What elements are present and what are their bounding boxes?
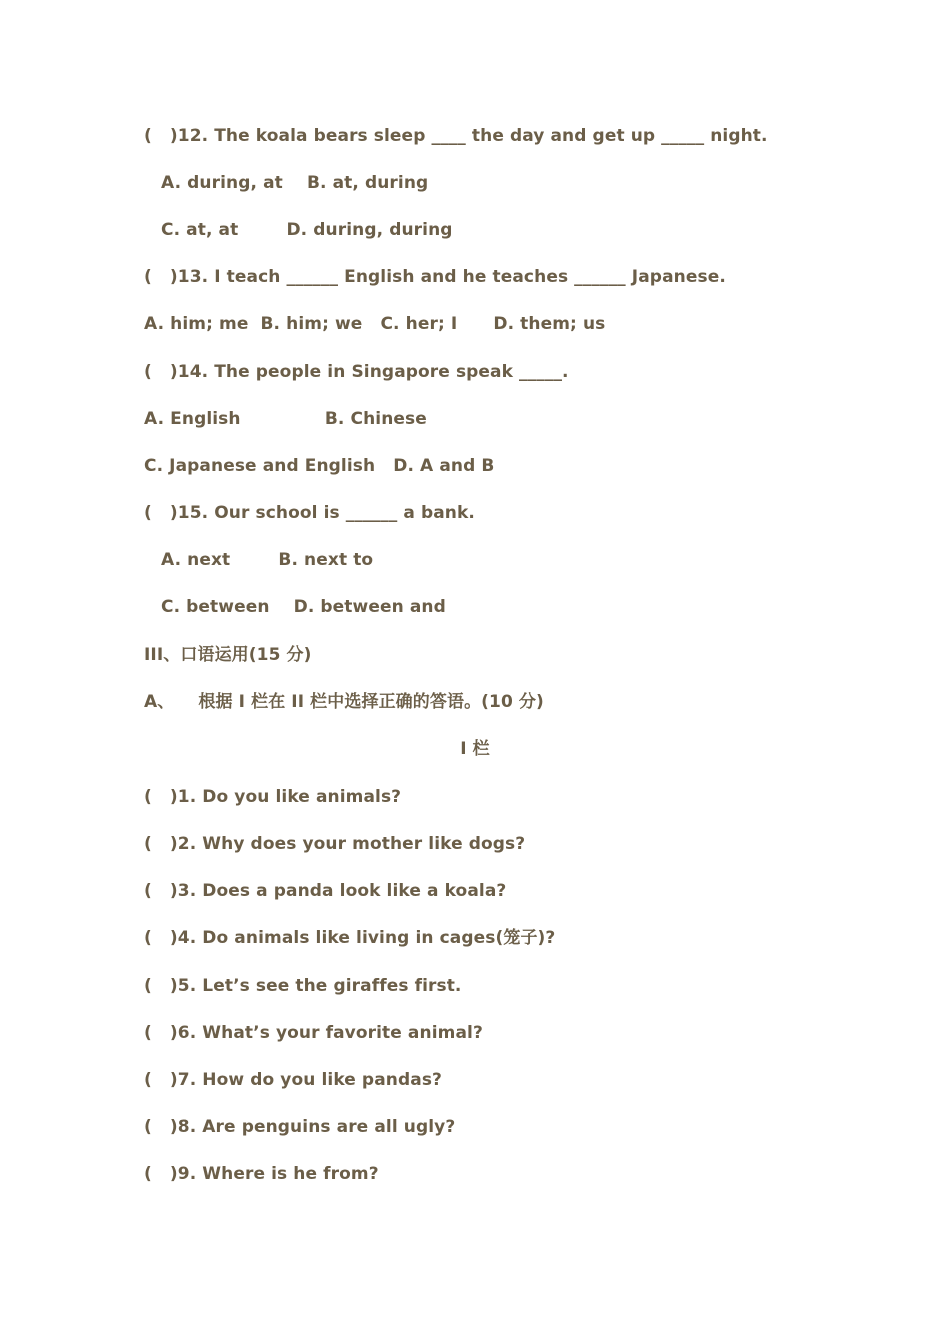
question-12-options-cd: C. at, at D. during, during xyxy=(161,220,453,240)
dialog-question-5: ( )5. Let’s see the giraffes first. xyxy=(144,976,462,996)
question-12-options-ab: A. during, at B. at, during xyxy=(161,173,429,193)
dialog-question-4: ( )4. Do animals like living in cages(笼子)? xyxy=(144,928,556,948)
question-13-stem: ( )13. I teach ______ English and he teaches ______ Japanese. xyxy=(144,267,726,287)
dialog-question-2: ( )2. Why does your mother like dogs? xyxy=(144,834,526,854)
dialog-question-1: ( )1. Do you like animals? xyxy=(144,787,402,807)
dialog-question-3: ( )3. Does a panda look like a koala? xyxy=(144,881,507,901)
column-i-heading: I 栏 xyxy=(460,739,490,759)
dialog-question-7: ( )7. How do you like pandas? xyxy=(144,1070,442,1090)
question-14-options-ab: A. English B. Chinese xyxy=(144,409,427,429)
dialog-question-9: ( )9. Where is he from? xyxy=(144,1164,379,1184)
dialog-question-8: ( )8. Are penguins are all ugly? xyxy=(144,1117,456,1137)
question-14-stem: ( )14. The people in Singapore speak _____. xyxy=(144,362,569,382)
question-15-options-cd: C. between D. between and xyxy=(161,597,446,617)
question-12-stem: ( )12. The koala bears sleep ____ the day and get up _____ night. xyxy=(144,126,768,146)
question-15-stem: ( )15. Our school is ______ a bank. xyxy=(144,503,475,523)
dialog-question-6: ( )6. What’s your favorite animal? xyxy=(144,1023,483,1043)
section-3-title: III、口语运用(15 分) xyxy=(144,645,312,665)
question-13-options: A. him; me B. him; we C. her; I D. them; us xyxy=(144,314,606,334)
question-15-options-ab: A. next B. next to xyxy=(161,550,374,570)
section-3-part-a-instruction: A、 根据 I 栏在 II 栏中选择正确的答语。(10 分) xyxy=(144,692,544,712)
question-14-options-cd: C. Japanese and English D. A and B xyxy=(144,456,495,476)
